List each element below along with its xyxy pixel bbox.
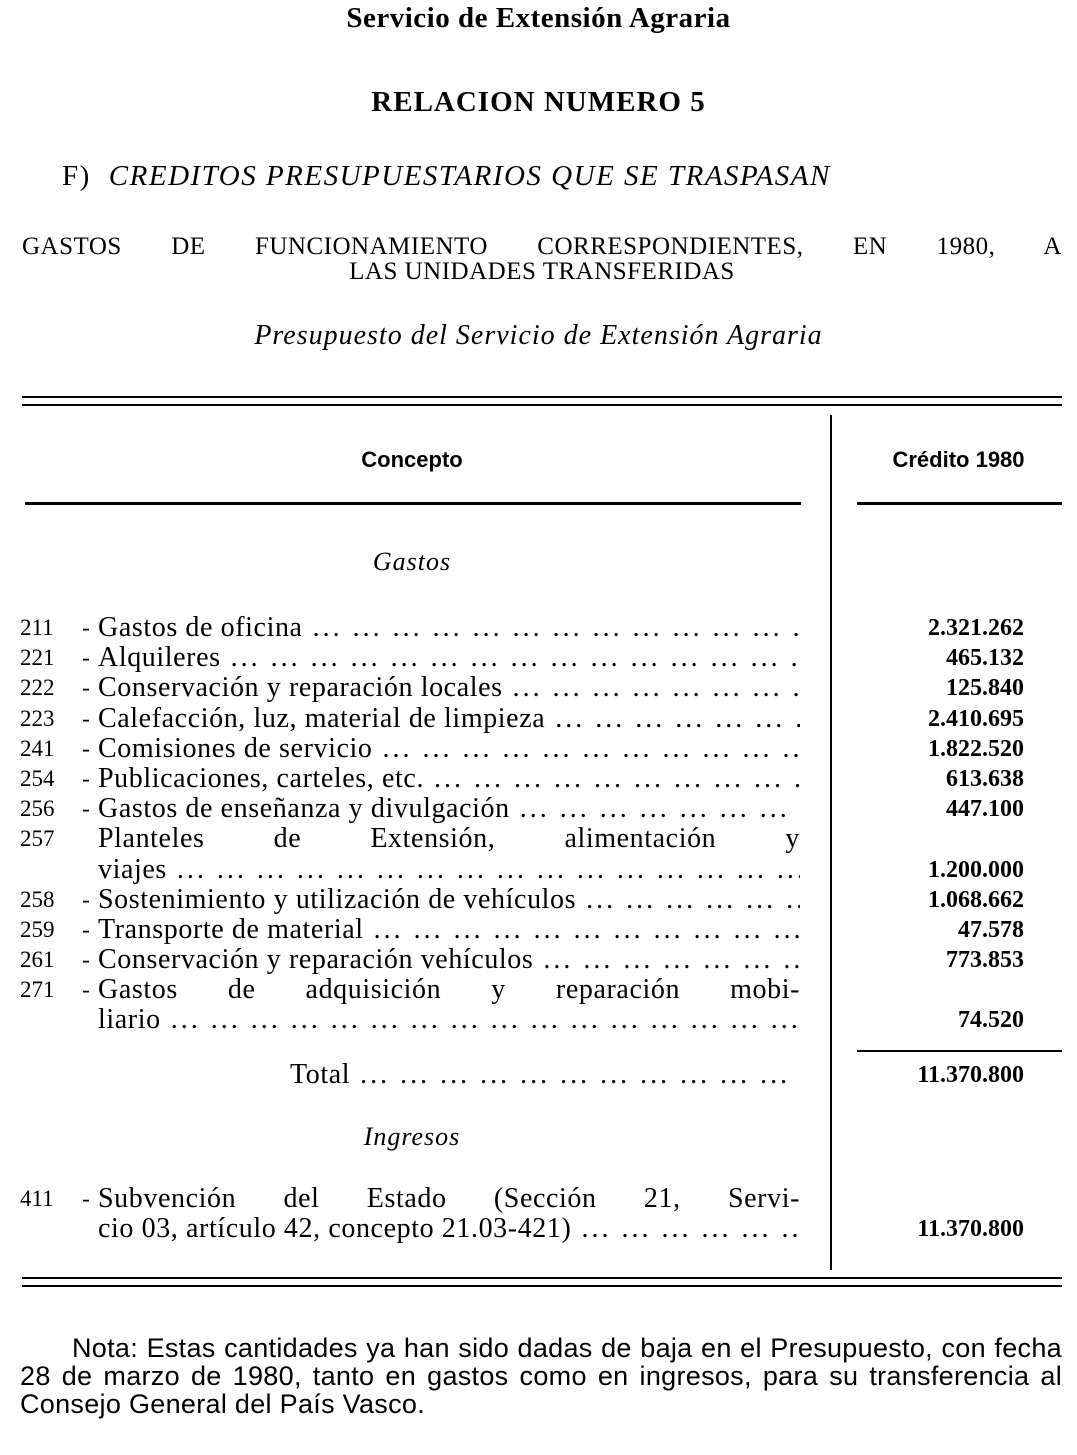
table-row [20,643,1060,673]
item-amount: 1.200.000 [928,856,1024,883]
item-code: 223 [20,705,55,731]
table-row [20,1214,1060,1244]
column-header-concept: Concepto [361,447,463,472]
item-label: Gastos de adquisición y reparación mobi- [98,974,800,1006]
ingresos-list [20,1184,1060,1244]
budget-title: Presupuesto del Servicio de Extensión Agraria [254,320,823,351]
dot-leader [313,613,800,643]
item-amount: 2.321.262 [928,615,1024,641]
footnote [20,1334,1062,1418]
header-rule [857,502,1062,505]
item-amount: 1.068.662 [928,886,1024,913]
footnote-label: Nota: [72,1333,139,1363]
table-row [20,945,1060,975]
item-concept [98,704,800,734]
bottom-double-rule [22,1277,1062,1279]
table-row [20,1184,1060,1214]
subtitle-line-2: LAS UNIDADES TRANSFERIDAS [349,258,735,285]
item-dash: - [82,735,90,761]
item-dash: - [82,765,90,791]
dot-leader [374,915,800,945]
item-concept [98,945,800,975]
item-concept [98,643,800,673]
table-row [20,915,1060,945]
subtitle-line-1: GASTOS DE FUNCIONAMIENTO CORRESPONDIENTES, EN 1980, A [22,233,1062,260]
item-label: Alquileres [98,642,221,674]
header-rule [25,502,801,505]
item-code: 222 [20,675,55,701]
item-label: Conservación y reparación locales [98,672,503,704]
item-label: liario [98,1004,161,1036]
section-title: CREDITOS PRESUPUESTARIOS QUE SE TRASPASAN [108,160,831,192]
item-concept [98,734,800,764]
item-concept [98,855,800,885]
item-label: viajes [98,853,167,885]
subtitle [22,234,1062,284]
item-concept [98,915,800,945]
item-concept [98,1005,800,1035]
section-letter: F) [62,160,91,192]
table-row [20,1005,1060,1035]
table-row [20,613,1060,643]
table-row [20,824,1060,854]
item-label: Gastos de enseñanza y divulgación [98,793,510,825]
item-code: 261 [20,947,55,973]
dot-leader [360,1060,800,1090]
table-row [20,734,1060,764]
item-label: Comisiones de servicio [98,732,373,764]
table-row [20,794,1060,824]
gastos-heading: Gastos [372,547,452,576]
item-dash: - [82,705,90,731]
item-code: 271 [20,977,55,1003]
dot-leader [171,1005,800,1035]
item-concept [98,824,800,854]
item-dash: - [82,947,90,973]
footnote-text: Estas cantidades ya han sido dadas de baja en el Presupuesto, con fecha 28 de marzo de 1980, tanto en gastos como en ingresos, para su transferencia al Consejo General del País Vasco. [20,1333,1062,1419]
item-code: 241 [20,735,55,761]
item-code: 221 [20,645,55,671]
gastos-list [20,613,1060,1036]
item-dash: - [82,977,90,1003]
item-label: cio 03, artículo 42, concepto 21.03-421) [98,1213,572,1245]
item-concept [98,613,800,643]
total-rule [857,1050,1062,1052]
relation-number: RELACION NUMERO 5 [371,86,706,118]
item-code: 211 [20,615,54,640]
table-row [20,704,1060,734]
item-concept [98,794,800,824]
section-heading [62,160,1062,193]
item-label: Subvención del Estado (Sección 21, Servi- [98,1183,800,1214]
bottom-double-rule [22,1285,1062,1287]
item-amount: 125.840 [946,675,1024,702]
table-row [20,673,1060,703]
item-dash: - [82,886,90,912]
item-code: 257 [20,826,55,852]
table-row [20,975,1060,1005]
item-amount: 1.822.520 [928,735,1024,762]
total-label: Total [290,1059,351,1090]
item-dash: - [82,1186,90,1211]
item-label: Gastos de oficina [98,612,303,643]
item-code: 259 [20,916,55,942]
item-label: Transporte de material [98,913,364,945]
item-label: Calefacción, luz, material de limpieza [98,702,546,734]
item-label: Conservación y reparación vehículos [98,944,534,976]
item-label: Planteles de Extensión, alimentación y [98,823,800,855]
item-dash: - [82,675,90,701]
total-row [20,1060,1060,1090]
dot-leader [231,643,800,673]
item-concept [98,673,800,703]
dot-leader [434,764,800,794]
top-double-rule [22,404,1062,406]
item-code: 258 [20,886,55,912]
item-code: 254 [20,765,55,791]
item-dash: - [82,916,90,942]
dot-leader [581,1214,800,1244]
item-concept [98,1214,800,1244]
table-row [20,885,1060,915]
item-concept [98,975,800,1005]
item-amount: 74.520 [958,1007,1024,1034]
service-title: Servicio de Extensión Agraria [346,2,731,34]
table-row [20,855,1060,885]
item-dash: - [82,645,90,671]
item-amount: 47.578 [958,916,1024,943]
dot-leader [177,855,800,885]
total-amount: 11.370.800 [917,1062,1024,1088]
item-dash: - [82,796,90,822]
dot-leader [383,734,801,764]
item-amount: 613.638 [946,765,1024,792]
item-label: Publicaciones, carteles, etc. [98,762,425,794]
item-dash: - [82,615,90,640]
ingresos-heading: Ingresos [363,1122,461,1151]
item-concept [98,764,800,794]
dot-leader [543,945,800,975]
column-header-credit: Crédito 1980 [892,447,1025,472]
table-row [20,764,1060,794]
item-code: 256 [20,796,55,822]
item-code: 411 [20,1186,54,1211]
item-label: Sostenimiento y utilización de vehículos [98,883,577,915]
item-concept [98,1184,800,1214]
item-concept [98,885,800,915]
item-amount: 11.370.800 [917,1216,1024,1243]
dot-leader [513,673,800,703]
dot-leader [586,885,800,915]
item-amount: 465.132 [946,645,1024,672]
item-amount: 2.410.695 [928,705,1024,732]
dot-leader [520,794,800,824]
item-amount: 773.853 [946,947,1024,974]
item-amount: 447.100 [946,796,1024,823]
top-double-rule [22,396,1062,398]
dot-leader [555,704,800,734]
